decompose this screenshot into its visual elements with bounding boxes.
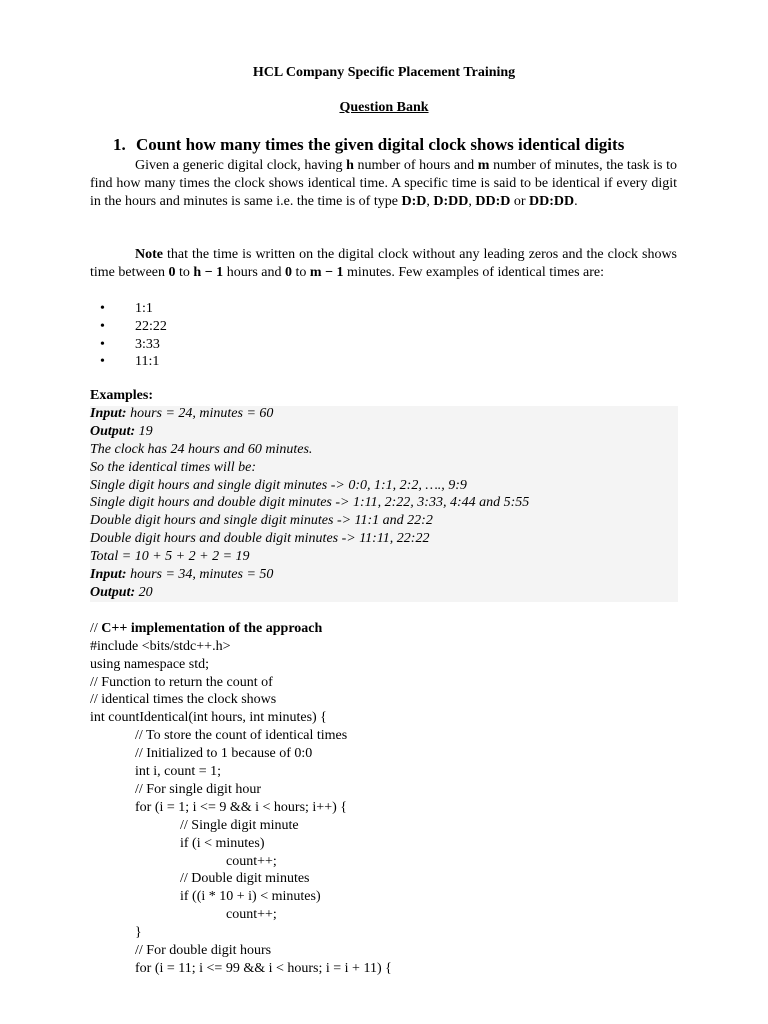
question-heading [113, 135, 624, 155]
code-comment-header [90, 621, 322, 637]
intro-text: number of hours and [353, 158, 478, 173]
example-line: So the identical times will be: [90, 460, 257, 475]
intro-m: m [477, 158, 490, 173]
code-line: int countIdentical(int hours, int minutes) { [90, 710, 327, 725]
input-label: Input: [90, 406, 127, 421]
format-dd-d: DD:D [475, 194, 511, 209]
list-item: • 11:1 [90, 353, 167, 371]
note-text: that the time is written on the digital clock without any leading zeros and the clock shows time between [90, 247, 677, 280]
format-d-d: D:D [401, 194, 427, 209]
input-value: hours = 34, minutes = 50 [126, 567, 274, 582]
example-output-2 [90, 585, 153, 601]
note-zero: 0 [285, 265, 293, 280]
code-line: // Single digit minute [180, 818, 299, 833]
code-line: // To store the count of identical times [135, 728, 348, 743]
list-item: • 22:22 [90, 318, 167, 336]
example-input-2 [90, 567, 273, 583]
example-line: Single digit hours and single digit minutes -> 0:0, 1:1, 2:2, …., 9:9 [90, 478, 467, 493]
note-text: to [292, 265, 310, 280]
note-text: hours and [223, 265, 286, 280]
list-item: • 3:33 [90, 336, 167, 354]
format-d-dd: D:DD [433, 194, 469, 209]
comment-prefix: // [90, 621, 102, 636]
code-line: for (i = 1; i <= 9 && i < hours; i++) { [135, 800, 347, 815]
note-m-minus-1: m − 1 [309, 265, 344, 280]
example-input-1 [90, 406, 273, 422]
code-line: count++; [226, 907, 277, 922]
intro-h: h [346, 158, 354, 173]
input-value: hours = 24, minutes = 60 [126, 406, 274, 421]
note-text: minutes. Few examples of identical times are: [343, 265, 605, 280]
code-line: #include <bits/stdc++.h> [90, 639, 231, 654]
note-text: to [175, 265, 194, 280]
examples-label: Examples: [90, 388, 153, 403]
document-subtitle: Question Bank [339, 100, 429, 115]
code-line: // For double digit hours [135, 943, 272, 958]
comment-title: C++ implementation of the approach [101, 621, 323, 636]
document-title: HCL Company Specific Placement Training [252, 65, 516, 80]
intro-paragraph [90, 157, 677, 211]
code-line: } [135, 925, 142, 940]
example-line: The clock has 24 hours and 60 minutes. [90, 442, 313, 457]
identical-times-list [90, 300, 167, 371]
separator: , [468, 194, 476, 209]
output-label: Output: [90, 424, 136, 439]
code-line: // Initialized to 1 because of 0:0 [135, 746, 313, 761]
example-line: Single digit hours and double digit minutes -> 1:11, 2:22, 3:33, 4:44 and 5:55 [90, 495, 530, 510]
example-line: Double digit hours and single digit minutes -> 11:1 and 22:2 [90, 513, 433, 528]
intro-text: number of minutes, the task is to find how many times the clock shows identical time. A specific time is said to be identical if every digit in the hours and minutes is same i.e. the time is of type [90, 158, 677, 209]
intro-text: Given a generic digital clock, having [135, 158, 347, 173]
note-h-minus-1: h − 1 [193, 265, 224, 280]
code-line: // For single digit hour [135, 782, 261, 797]
question-title: Count how many times the given digital clock shows identical digits [136, 135, 625, 154]
code-line: if (i < minutes) [180, 836, 265, 851]
code-line: using namespace std; [90, 657, 209, 672]
output-value: 20 [135, 585, 153, 600]
separator: . [574, 194, 578, 209]
note-paragraph [90, 246, 677, 282]
example-output-1 [90, 424, 153, 440]
note-zero: 0 [168, 265, 176, 280]
code-line: // Function to return the count of [90, 675, 273, 690]
input-label: Input: [90, 567, 127, 582]
code-line: // Double digit minutes [180, 871, 310, 886]
code-line: if ((i * 10 + i) < minutes) [180, 889, 321, 904]
code-line: // identical times the clock shows [90, 692, 277, 707]
output-label: Output: [90, 585, 136, 600]
note-label: Note [135, 247, 163, 262]
format-dd-dd: DD:DD [529, 194, 575, 209]
code-line: int i, count = 1; [135, 764, 222, 779]
separator: , [426, 194, 434, 209]
separator: or [510, 194, 530, 209]
list-item: • 1:1 [90, 300, 167, 318]
question-number: 1. [113, 135, 126, 154]
code-line: for (i = 11; i <= 99 && i < hours; i = i + 11) { [135, 961, 392, 976]
code-line: count++; [226, 854, 277, 869]
example-total: Total = 10 + 5 + 2 + 2 = 19 [90, 549, 250, 564]
output-value: 19 [135, 424, 153, 439]
example-line: Double digit hours and double digit minutes -> 11:11, 22:22 [90, 531, 430, 546]
